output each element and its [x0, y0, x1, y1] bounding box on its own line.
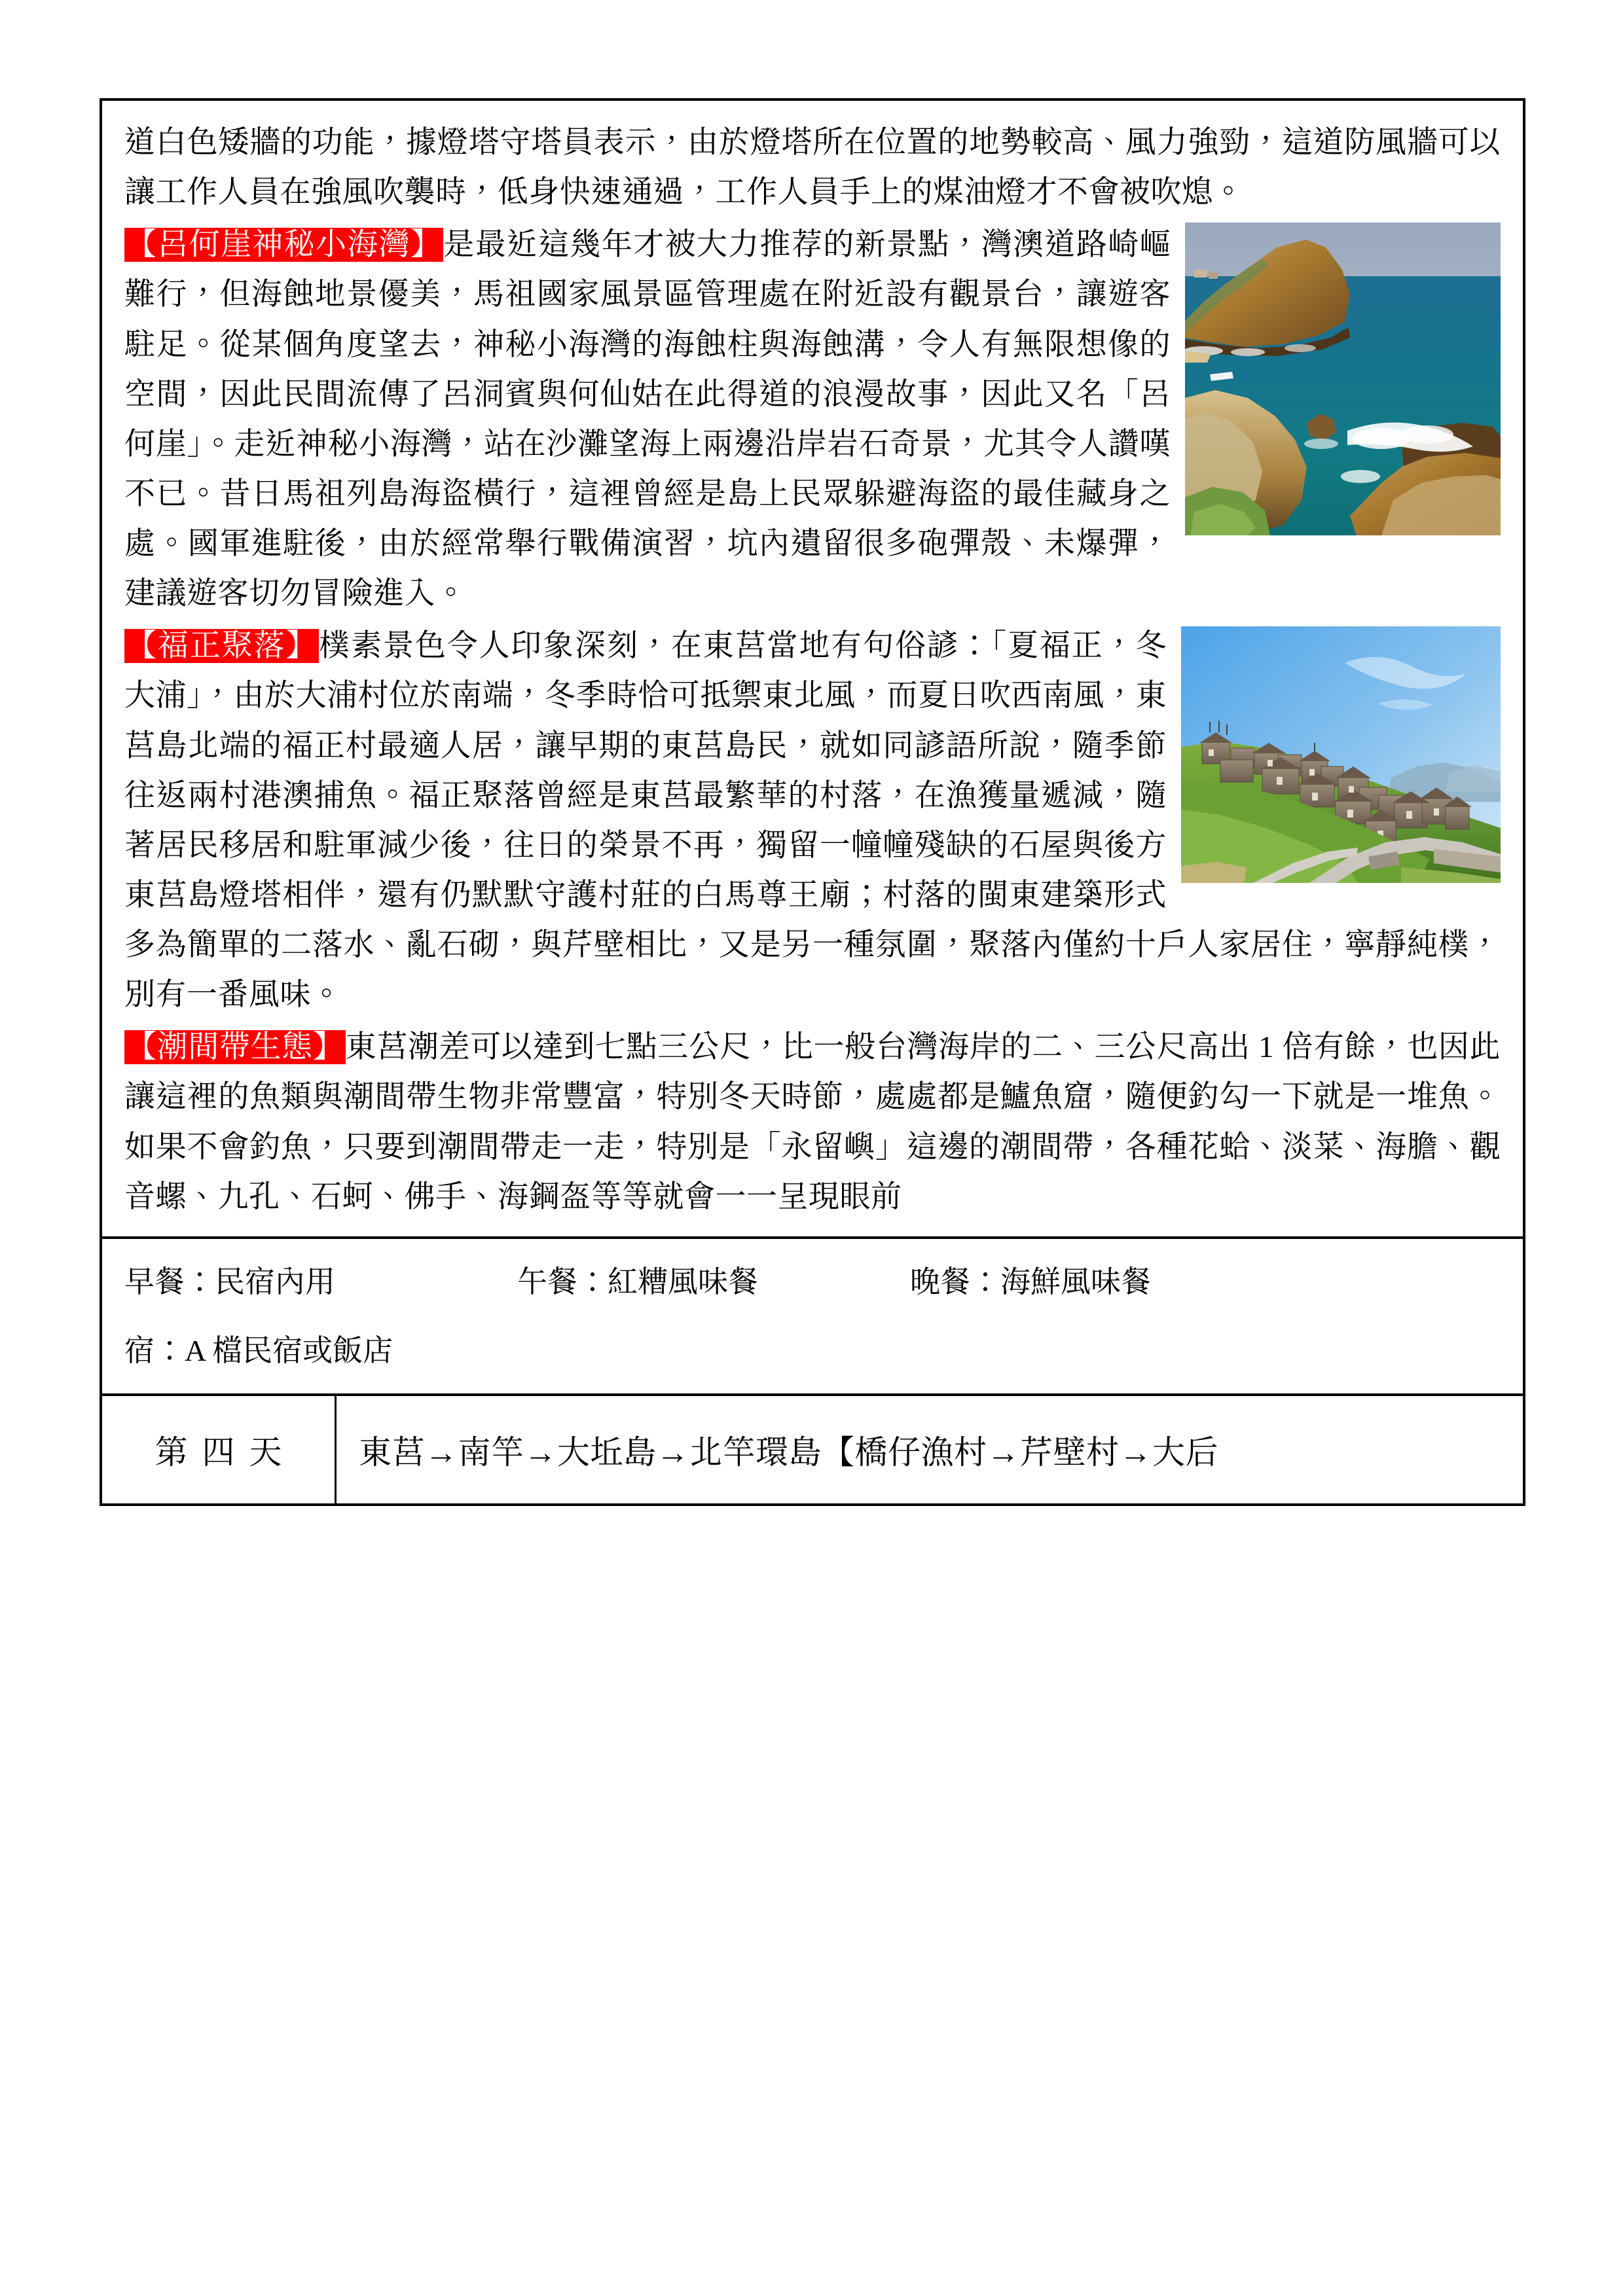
heading-mysterious-bay: 【呂何崖神秘小海灣】: [126, 228, 443, 262]
heading-fuzheng: 【福正聚落】: [126, 629, 318, 664]
day-route: 東莒→南竿→大坵島→北竿環島【橋仔漁村→芹壁村→大后: [359, 1434, 1218, 1471]
day-label: 第四天: [155, 1434, 297, 1471]
day-label-cell: [102, 1396, 337, 1503]
meals-line: [124, 1259, 1501, 1305]
dinner-label: 晚餐：海鮮風味餐: [910, 1265, 1151, 1299]
day-route-cell: [337, 1396, 1523, 1503]
paragraph-intertidal: [124, 1022, 1501, 1222]
stone-village-photo: [1181, 626, 1501, 883]
paragraph-mysterious-bay-text: 是最近這幾年才被大力推荐的新景點，灣澳道路崎嶇難行，但海蝕地景優美，馬祖國家風景區管理處在附近設有觀景台，讓遊客駐足。從某個角度望去，神秘小海灣的海蝕柱與海蝕溝，令人有無限想像的空間，因此民間流傳了呂洞賓與何仙姑在此得道的浪漫故事，因此又名「呂何崖」。走近神秘小海灣，站在沙灘望海上兩邊沿岸岩石奇景，尤其令人讚嘆不已。昔日馬祖列島海盜橫行，這裡曾經是島上民眾躲避海盜的最佳藏身之處。國軍進駐後，由於經常舉行戰備演習，坑內遺留很多砲彈殼、未爆彈，建議遊客切勿冒險進入。: [124, 228, 1171, 611]
paragraph-windwall-text: 道白色矮牆的功能，據燈塔守塔員表示，由於燈塔所在位置的地勢較高、風力強勁，這道防風牆可以讓工作人員在強風吹襲時，低身快速通過，工作人員手上的煤油燈才不會被吹熄。: [124, 126, 1501, 210]
breakfast-label: 早餐：民宿內用: [124, 1265, 335, 1299]
meals-row: [102, 1236, 1523, 1394]
coastal-cliff-photo-graphic: [1185, 223, 1501, 535]
stone-village-photo-graphic: [1181, 626, 1501, 883]
lunch-label: 午餐：紅糟風味餐: [517, 1265, 758, 1299]
coastal-cliff-photo: [1185, 223, 1501, 535]
itinerary-table: [100, 98, 1525, 1506]
accommodation-label: 宿：A 檔民宿或飯店: [124, 1334, 393, 1368]
paragraph-fuzheng-text: 樸素景色令人印象深刻，在東莒當地有句俗諺：「夏福正，冬大浦」，由於大浦村位於南端，冬季時恰可抵禦東北風，而夏日吹西南風，東莒島北端的福正村最適人居，讓早期的東莒島民，就如同諺語所說，隨季節往返兩村港澳捕魚。福正聚落曾經是東莒最繁華的村落，在漁獲量遞減，隨著居民移居和駐軍減少後，往日的榮景不再，獨留一幢幢殘缺的石屋與後方東莒島燈塔相伴，還有仍默默守護村莊的白馬尊王廟；村落的閩東建築形式多為簡單的二落水、亂石砌，與芹壁相比，又是另一種氛圍，聚落內僅約十戶人家居住，寧靜純樸，別有一番風味。: [124, 629, 1501, 1013]
heading-intertidal: 【潮間帶生態】: [126, 1030, 344, 1065]
description-row: [102, 101, 1523, 1236]
day-row: [102, 1393, 1523, 1503]
paragraph-intertidal-text: 東莒潮差可以達到七點三公尺，比一般台灣海岸的二、三公尺高出 1 倍有餘，也因此讓這裡的魚類與潮間帶生物非常豐富，特別冬天時節，處處都是鱸魚窟，隨便釣勾一下就是一堆魚。如果不會釣魚，只要到潮間帶走一走，特別是「永留嶼」這邊的潮間帶，各種花蛤、淡菜、海膽、觀音螺、九孔、石蚵、佛手、海鋼盔等等就會一一呈現眼前: [124, 1030, 1501, 1214]
paragraph-windwall: [124, 118, 1501, 217]
